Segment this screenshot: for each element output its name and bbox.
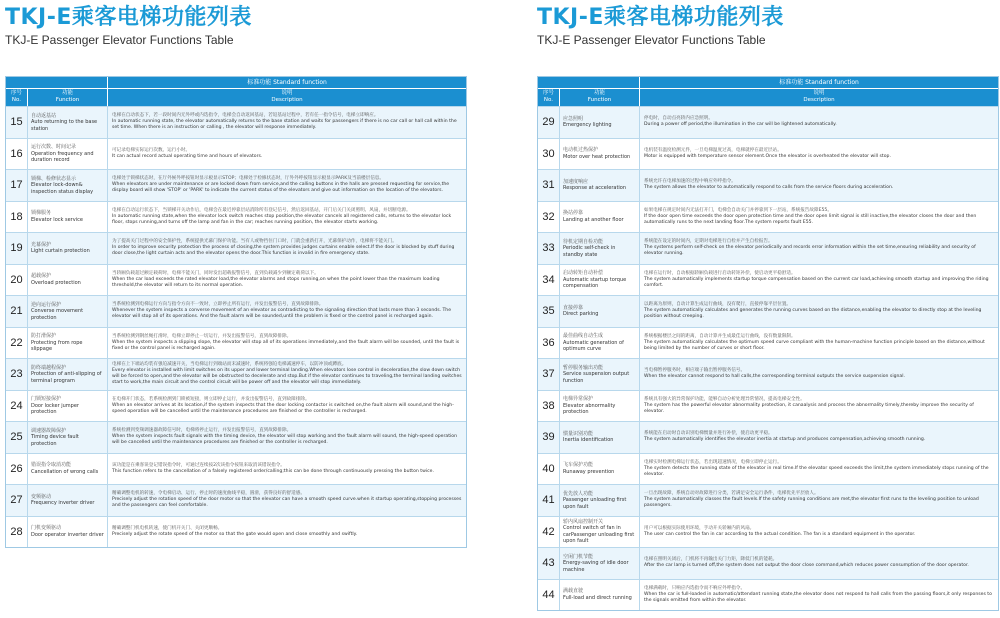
table-row — [6, 327, 466, 359]
function-name-cn: 换站停靠 — [563, 210, 584, 217]
description-cell — [108, 422, 466, 453]
function-name-cn: 调速器故障保护 — [31, 427, 67, 434]
function-name-en: Service suspension output function — [563, 371, 630, 384]
table-row — [538, 358, 998, 390]
function-name-en: Elevator abnormality protection — [563, 402, 616, 415]
description-en: In automatic running state,when the elevator lock switch reaches stop position,the elevator cancels all registered calls, returns to the elevator lock floor, stops running,and turns off the lamp and fan in the car; reaches running position, the elevator starts working. — [112, 213, 452, 225]
description-cn: 一旦出现故障，系统自动对故障进行分类，若满足安全运行条件，电梯优先平层放人。 — [644, 491, 819, 497]
function-cell — [28, 202, 108, 233]
description-en: Precisely adjust the rotation speed of the door motor so that the elevator can have a smooth speed curve.when it startup operating,stopping processes and the passengers can feel comfortable. — [112, 497, 462, 509]
row-number: 36 — [538, 328, 560, 359]
row-number: 34 — [538, 265, 560, 296]
description-cell — [108, 485, 466, 516]
description-en: The system allows the elevator to automatically respond to calls from the service floors during acceleration. — [644, 185, 894, 191]
function-cell — [28, 107, 108, 138]
table-row — [538, 516, 998, 548]
row-number: 40 — [538, 454, 560, 485]
description-cell — [640, 422, 998, 453]
function-cell — [560, 580, 640, 611]
description-en: The system automatically classes the fault levels.If the safety running conditions are met,the elevator first runs to the leveling position to unload passengers. — [644, 497, 979, 509]
function-name-en: Timing device fault protection — [31, 434, 79, 447]
description-cn: 当系统检测到电梯运行方向与指令方向不一致时，立即停止所有运行，并发出报警信号，直到故障排除。 — [112, 302, 324, 308]
description-cn: 系统能在启动时自动识别电梯惯量并进行补偿，使启动更平稳。 — [644, 431, 773, 437]
no-column-header: 序号 No. — [6, 89, 28, 106]
description-cell — [108, 517, 466, 548]
function-cell — [28, 391, 108, 422]
page-title-cn: TKJ-E乘客电梯功能列表 — [537, 5, 784, 30]
function-name-en: Protection of anti-slipping of terminal program — [31, 371, 102, 384]
function-cell — [28, 139, 108, 170]
row-number: 37 — [538, 359, 560, 390]
function-name-cn: 加速度响应 — [563, 178, 589, 185]
description-en: Motor is equipped with temperature sensor element.Once the elevator is overheated the elevator will stop. — [644, 153, 891, 159]
function-name-en: Periodic self-check in standby state — [563, 245, 616, 258]
table-row — [6, 169, 466, 201]
function-name-cn: 门锁短接保护 — [31, 396, 62, 402]
description-en: When the car load exceeds the rated elevator load,the elevator alarms and stops running,on when the point lower than the maximum loading threshold,the elevator will return to its normal operation. — [112, 276, 440, 288]
function-cell — [28, 359, 108, 390]
description-cn: 当电梯暂停服务时，相应端子输出暂停服务信号。 — [644, 368, 746, 374]
table-row — [538, 169, 998, 201]
function-cell — [28, 422, 108, 453]
description-cell — [640, 170, 998, 201]
description-cell — [640, 328, 998, 359]
no-column-header: 序号 No. — [538, 89, 560, 106]
row-number: 16 — [6, 139, 28, 170]
description-cn: 在电梯开门状态，若系统检测到门锁被短接，则立即停止运行，并发出报警信号，直到故障排除。 — [112, 396, 310, 402]
description-cell — [108, 139, 466, 170]
function-name-en: Protecting from rope slippage — [31, 339, 83, 352]
row-number: 28 — [6, 517, 28, 548]
table-row — [538, 327, 998, 359]
description-cell — [108, 391, 466, 422]
row-number: 21 — [6, 296, 28, 327]
standard-function-label: 标准功能 Standard function — [247, 79, 327, 86]
function-name-en: Inertia identification — [563, 437, 614, 444]
description-en: In order to improve security protection the process of closing,the system provides judges curtains enable select.If the door is blocked by stuff during door close,the light curtain acts and the elevator opens the door.This function is invalid in fire emergency state. — [112, 245, 455, 257]
description-en: This function refers to the cancellation of a falsely registered order/calling;this can be done through continuously pressing the button twice. — [112, 468, 434, 474]
description-cell — [640, 454, 998, 485]
description-en: The system has the powerful elevator abnormality protection, it canaalysis and process the abnormality timely,thereby improve the security of elevator. — [644, 402, 974, 414]
table-row — [6, 295, 466, 327]
table-row — [6, 264, 466, 296]
function-cell — [560, 422, 640, 453]
function-name-en: Converse movement protection — [31, 308, 84, 321]
function-name-en: Response at acceleration — [563, 185, 627, 192]
description-cn: 当系统检测到钢丝绳打滑时，电梯立即停止一切运行，并发出报警信号，直到故障排除。 — [112, 333, 292, 339]
description-cn: 为了提高关门过程中的安全保护性，系统提供光幕门保护功能。当有人或物挡住门口时，门就会重新打开，光幕保护动作，电梯将不能关门。 — [112, 239, 397, 245]
table-row — [538, 547, 998, 579]
description-en: In automatic running state, the elevator automatically returns to the base station and waits for passengers if there is no car call or hall call within the set time. When there is an instruction or calling , the elevator will response immediately. — [112, 119, 457, 131]
description-cn: 如果电梯在规定时间内无法打开门，电梯会自动关门并停靠到下一层站，系统报告故障E55。 — [644, 207, 832, 213]
function-column-header: 功能 Function — [28, 89, 108, 106]
description-cn: 系统能在设定的时间内，定期对电梯进行自检并产生自检报告。 — [644, 239, 773, 245]
function-name-cn: 空闲门机节能 — [563, 553, 594, 560]
function-name-en: Motor over heat protection — [563, 153, 631, 160]
description-cn: 停电时，自动点亮轿内应急照明。 — [644, 116, 713, 122]
description-en: When the elevator cannot respond to hall calls,the corresponding terminal outputs the service suspension signal. — [644, 374, 905, 380]
right-page — [537, 0, 999, 603]
table-row — [538, 138, 998, 170]
description-en: The system automatically implements startup torque compensation based on the current car load,achieving smooth startup and improving the riding comfort. — [644, 276, 989, 288]
description-cn: 电梯在自动运行状态下，当锁梯开关动作后，电梯会在最近停靠层站消除所有登记信号，然后返回基站，开门后关门关闭照明、风扇，并切断电源。 — [112, 207, 411, 213]
row-number: 19 — [6, 233, 28, 264]
description-cn: 精确调整门机电机转速，使门机开关门、关闭更顺畅。 — [112, 525, 223, 531]
function-name-cn: 运行次数、时间记录 — [31, 144, 77, 150]
function-name-en: Elevator lock-down& inspection status display — [31, 182, 94, 195]
function-name-cn: 优先放人功能 — [563, 490, 594, 497]
function-name-cn: 变频驱动 — [31, 493, 52, 500]
description-cell — [640, 485, 998, 516]
table-row — [538, 232, 998, 264]
description-cell — [108, 233, 466, 264]
function-name-en: Energy-saving of idle door machine — [563, 560, 629, 573]
description-cn: 电梯处于锁梯状态时，在厅外候外呼按钮时显示板显示STOP；电梯处于检修状态时，厅外外呼按钮显示板显示PARK及当前楼层信息。 — [112, 176, 384, 182]
description-cn: 可记录电梯实际运行次数、运行小时。 — [112, 147, 191, 153]
description-cell — [640, 517, 998, 548]
row-number: 44 — [538, 580, 560, 611]
function-name-en: Frequency inverter driver — [31, 500, 95, 507]
table-row — [6, 390, 466, 422]
table-row — [538, 579, 998, 611]
row-number: 38 — [538, 391, 560, 422]
description-en: The systems perform self-check on the elevator periodically and records error information within the set time,ensuring reliability and security of elevator running. — [644, 245, 976, 257]
function-name-en: Automatic startup torque compensation — [563, 276, 627, 289]
table-row — [6, 358, 466, 390]
function-cell — [560, 454, 640, 485]
description-cn: 电梯在自动状态下，若一段时间内无外呼或内选指令，电梯会自动返回基站，若返基站过程中，若有任一指令信号，电梯立即响应。 — [112, 113, 379, 119]
table-row — [538, 421, 998, 453]
function-name-cn: 启动转矩自动补偿 — [563, 270, 604, 276]
table-header — [6, 77, 466, 106]
function-name-cn: 轿内风扇控制开关 — [563, 518, 604, 525]
description-cn: 系统允许在电梯加速的过程中响应外呼指令。 — [644, 179, 736, 185]
function-cell — [28, 328, 108, 359]
page-title-en: TKJ-E Passenger Elevator Functions Table — [5, 33, 234, 47]
description-cell — [640, 107, 998, 138]
description-en: The system automatically calculates and generates the running curves based on the distance,enabling the elevator to directly stop at the leveling position without creeping. — [644, 308, 982, 320]
function-cell — [28, 265, 108, 296]
row-number: 41 — [538, 485, 560, 516]
description-cn: 电机装有温度检测元件，一旦电梯温度过高，电梯就停在最近层站。 — [644, 147, 782, 153]
table-row — [538, 106, 998, 138]
table-row — [6, 201, 466, 233]
function-name-cn: 暂停服务输出功能 — [563, 364, 604, 371]
row-number: 27 — [6, 485, 28, 516]
function-cell — [560, 107, 640, 138]
function-cell — [560, 139, 640, 170]
function-name-cn: 电梯异常保护 — [563, 396, 594, 402]
function-name-cn: 锁梯服务 — [31, 210, 52, 217]
description-cell — [640, 391, 998, 422]
table-row — [6, 232, 466, 264]
function-name-cn: 飞车保护功能 — [563, 462, 594, 469]
description-cn: 电梯在照明关闭后，门机将不再输出关门力矩，降低门机的能耗。 — [644, 557, 778, 563]
row-number: 33 — [538, 233, 560, 264]
function-name-cn: 错误指令取消功能 — [31, 462, 72, 469]
functions-table — [537, 76, 999, 611]
function-cell — [28, 517, 108, 548]
description-cell — [640, 202, 998, 233]
row-number: 29 — [538, 107, 560, 138]
function-cell — [560, 391, 640, 422]
function-name-en: Landing at another floor — [563, 216, 624, 223]
row-number: 31 — [538, 170, 560, 201]
table-row — [6, 516, 466, 548]
function-name-cn: 应急照明 — [563, 115, 584, 122]
table-row — [538, 295, 998, 327]
description-en: After the car lamp is turned off,the system does not output the door close command,which reduces power consumption of the door operator. — [644, 563, 969, 569]
function-cell — [560, 265, 640, 296]
function-cell — [560, 328, 640, 359]
function-name-en: Operation frequency and duration record — [31, 150, 94, 163]
description-cell — [108, 202, 466, 233]
description-en: The system automatically identifies the elevator inertia at startup and produces compensation,achieving smooth running. — [644, 437, 926, 443]
function-cell — [560, 233, 640, 264]
description-en: During a power off period,the illumination in the car will be lightened automatically. — [644, 122, 837, 128]
description-column-header: 说明 Description — [271, 90, 303, 103]
description-cell — [108, 296, 466, 327]
row-number: 23 — [6, 359, 28, 390]
function-name-cn: 电动机过热保护 — [563, 147, 599, 154]
description-cell — [640, 359, 998, 390]
description-cell — [640, 233, 998, 264]
description-cell — [108, 454, 466, 485]
table-row — [538, 390, 998, 422]
functions-table — [5, 76, 467, 548]
function-name-en: Control switch of fan in carPassenger unloading first upon fault — [563, 525, 635, 545]
description-en: When the system inspects a slipping slope, the elevator will stop all of its operations immediately,and the fault alarm will be sounded, until the fault is fixed or the control panel is recharged again. — [112, 339, 460, 351]
function-name-cn: 防终端越程保护 — [31, 364, 67, 371]
function-name-en: Cancellation of wrong calls — [31, 468, 99, 475]
function-name-en: Light curtain protection — [31, 248, 90, 255]
row-number: 32 — [538, 202, 560, 233]
row-number: 26 — [6, 454, 28, 485]
function-name-en: Full-load and direct running — [563, 594, 632, 601]
function-column-header: 功能 Function — [560, 89, 640, 106]
table-row — [6, 453, 466, 485]
row-number: 43 — [538, 548, 560, 579]
function-name-en: Automatic generation of optimum curve — [563, 339, 624, 352]
description-cell — [108, 170, 466, 201]
description-cell — [108, 265, 466, 296]
row-number: 25 — [6, 422, 28, 453]
function-name-en: Emergency lighting — [563, 122, 612, 129]
left-page — [5, 0, 467, 538]
page-title-en: TKJ-E Passenger Elevator Functions Table — [537, 33, 766, 47]
description-cell — [640, 548, 998, 579]
function-cell — [560, 359, 640, 390]
row-number: 22 — [6, 328, 28, 359]
description-cn: 精确调整电机的转速，令电梯启动、运行、停止时的速度曲线平稳，圆滑，获得良好的舒适感。 — [112, 491, 305, 497]
description-cell — [640, 265, 998, 296]
description-cn: 系统具有强大的异常保护功能，能够自动分析处理异常情况，提高电梯安全性。 — [644, 396, 805, 402]
function-name-en: Elevator lock service — [31, 216, 83, 223]
function-cell — [560, 517, 640, 548]
function-name-cn: 门机变频驱动 — [31, 525, 62, 532]
table-body — [6, 106, 466, 547]
function-name-cn: 锁梯、检修状态显示 — [31, 175, 77, 182]
description-cn: 以距离为原则，自动计算生成运行曲线，没有爬行，直接停靠平层位置。 — [644, 302, 792, 308]
function-cell — [560, 202, 640, 233]
description-column-header: 说明 Description — [803, 90, 835, 103]
description-cell — [640, 139, 998, 170]
description-en: Every elevator is installed with limit switches on its upper and lower terminal landing.When elevators lose control in deceleration,the slow down switch will be forced to open,and the elevator will be obstructed to decelerate and stop.But if the elevator continues to traveling,the terminal landing switches start to work,the main circuit and the control circuit will be power off and the elevator will stop immediately. — [112, 368, 462, 386]
function-name-cn: 直接停靠 — [563, 304, 584, 311]
page-title-cn: TKJ-E乘客电梯功能列表 — [5, 5, 252, 30]
description-cn: 当轿厢负载超过额定载荷时，电梯不能关门，同时发出超载报警信号，直到负载减少到额定载荷以下。 — [112, 270, 319, 276]
description-cn: 系统检测到变频调速器故障信号时，电梯将停止运行，并发出报警信号，直到故障排除。 — [112, 428, 292, 434]
description-en: When elevators are under maintenance or are locked down from service,and the calling buttons in the halls are pressed requesting for service,the display board will show 'STOP' or 'PARK' to indicate the current status of the elevators and give out information on the location of the elevators. — [112, 182, 450, 194]
function-name-en: Door locker jumper protection — [31, 402, 79, 415]
function-name-cn: 超载保护 — [31, 273, 52, 280]
row-number: 30 — [538, 139, 560, 170]
description-en: When the system inspects fault signals with the timing device, the elevator will stop working and the fault alarm will sound, the high-speed operation will be cancelled until the maintenance procedures are finished or the controller is recharged. — [112, 434, 458, 446]
row-number: 18 — [6, 202, 28, 233]
description-en: The system automatically calculates the optimum speed curve compliant with the human-machine function principle based on the distance,without being limited by the number of curves or short floor. — [644, 339, 985, 351]
row-number: 15 — [6, 107, 28, 138]
row-number: 24 — [6, 391, 28, 422]
function-name-cn: 惯量识别功能 — [563, 430, 594, 437]
description-cell — [640, 296, 998, 327]
row-number: 20 — [6, 265, 28, 296]
function-cell — [28, 170, 108, 201]
description-cn: 电梯在运行时，自动根据轿厢负载进行启动转矩补偿，使启动更平稳舒适。 — [644, 270, 796, 276]
description-cell — [108, 328, 466, 359]
function-cell — [28, 296, 108, 327]
function-name-cn: 光幕保护 — [31, 241, 52, 248]
table-row — [6, 421, 466, 453]
description-en: If the door open time exceeds the door open protection time and the door open limit signal is still inactive,the elevator closes the door and then automatically runs to the next landing floor.The system reports fault E55. — [644, 213, 977, 225]
description-cn: 电梯满载时，只响应内选指令而不响应外呼指令。 — [644, 585, 746, 591]
description-cell — [108, 359, 466, 390]
description-cn: 电梯实时检测电梯运行状态，若出现超速情况，电梯立即停止运行。 — [644, 459, 782, 465]
table-row — [6, 484, 466, 516]
row-number: 35 — [538, 296, 560, 327]
function-name-en: Passenger unloading first upon fault — [563, 497, 627, 510]
function-cell — [28, 454, 108, 485]
function-cell — [28, 485, 108, 516]
description-en: Whenever the system inspects a converse movement of an elevator as contradicting to the signaling direction that lasts more than 3 seconds. The elevator will stop all of its operations. And the fault alarm will be sounded,until the problem is fixed or the control panel is recharged again. — [112, 308, 452, 320]
function-name-cn: 自动返基站 — [31, 112, 57, 119]
function-name-cn: 逆向运行保护 — [31, 301, 62, 308]
function-cell — [560, 485, 640, 516]
table-row — [538, 201, 998, 233]
description-en: When an elevator arrives at its location,if the system inspects that the door locking contactor is switched on,the fault alarm will sound,and the high-speed operation will be cancelled until the maintenance procedures are finished or the controller is recharged. — [112, 402, 454, 414]
description-en: It can actual record actual operating time and hours of elevators. — [112, 153, 263, 159]
description-cell — [640, 580, 998, 611]
function-name-en: Auto returning to the base station — [31, 119, 98, 132]
function-cell — [28, 233, 108, 264]
table-row — [538, 264, 998, 296]
row-number: 17 — [6, 170, 28, 201]
row-number: 42 — [538, 517, 560, 548]
function-name-en: Overload protection — [31, 279, 81, 286]
function-cell — [560, 296, 640, 327]
description-cn: 用户可以根据实际使用环境，手动开关轿厢内的风扇。 — [644, 525, 755, 531]
table-row — [6, 106, 466, 138]
description-en: When the car is full-loaded in automatic/attendant running state,the elevator does not respond to hall calls from the passing floors,it only responses to the signals emitted from within the elevator. — [644, 591, 992, 603]
function-name-cn: 待机定期自检功能 — [563, 238, 604, 245]
standard-function-label: 标准功能 Standard function — [779, 79, 859, 86]
description-cn: 系统根据楼层之间的距离，自动计算并生成最佳运行曲线，没有数量限制。 — [644, 333, 796, 339]
table-row — [538, 453, 998, 485]
description-en: Precisely adjust the rotate speed of the motor so that the gate would open and close smoothly and swiftly. — [112, 531, 358, 537]
function-cell — [560, 170, 640, 201]
function-name-cn: 满载直驶 — [563, 588, 584, 595]
row-number: 39 — [538, 422, 560, 453]
description-en: The system detects the running state of the elevator in real time.If the elevator speed exceeds the limit,the system immediately stops running of the elevator. — [644, 465, 989, 477]
function-cell — [560, 548, 640, 579]
function-name-cn: 防打滑保护 — [31, 333, 57, 339]
table-row — [6, 138, 466, 170]
description-cn: 电梯在上下端站均装有强迫减速开关，当电梯运行到端站而未减速时，系统将强迫电梯减速停车，以防冲顶或蹲底。 — [112, 362, 347, 368]
description-cn: 该功能是在乘客误登记错误指令时，可通过连续按2次该指令按钮来取消该错误指令。 — [112, 462, 285, 468]
table-body — [538, 106, 998, 610]
description-en: The user can control the fan in car according to the actual condition. The fan is a standard equipment in the operator. — [644, 531, 916, 537]
description-cell — [108, 107, 466, 138]
function-name-en: Runaway prevention — [563, 468, 615, 475]
function-name-en: Door operator inverter driver — [31, 531, 104, 538]
table-header — [538, 77, 998, 106]
function-name-en: Direct parking — [563, 311, 599, 318]
function-name-cn: 最佳曲线自动生成 — [563, 333, 604, 339]
table-row — [538, 484, 998, 516]
